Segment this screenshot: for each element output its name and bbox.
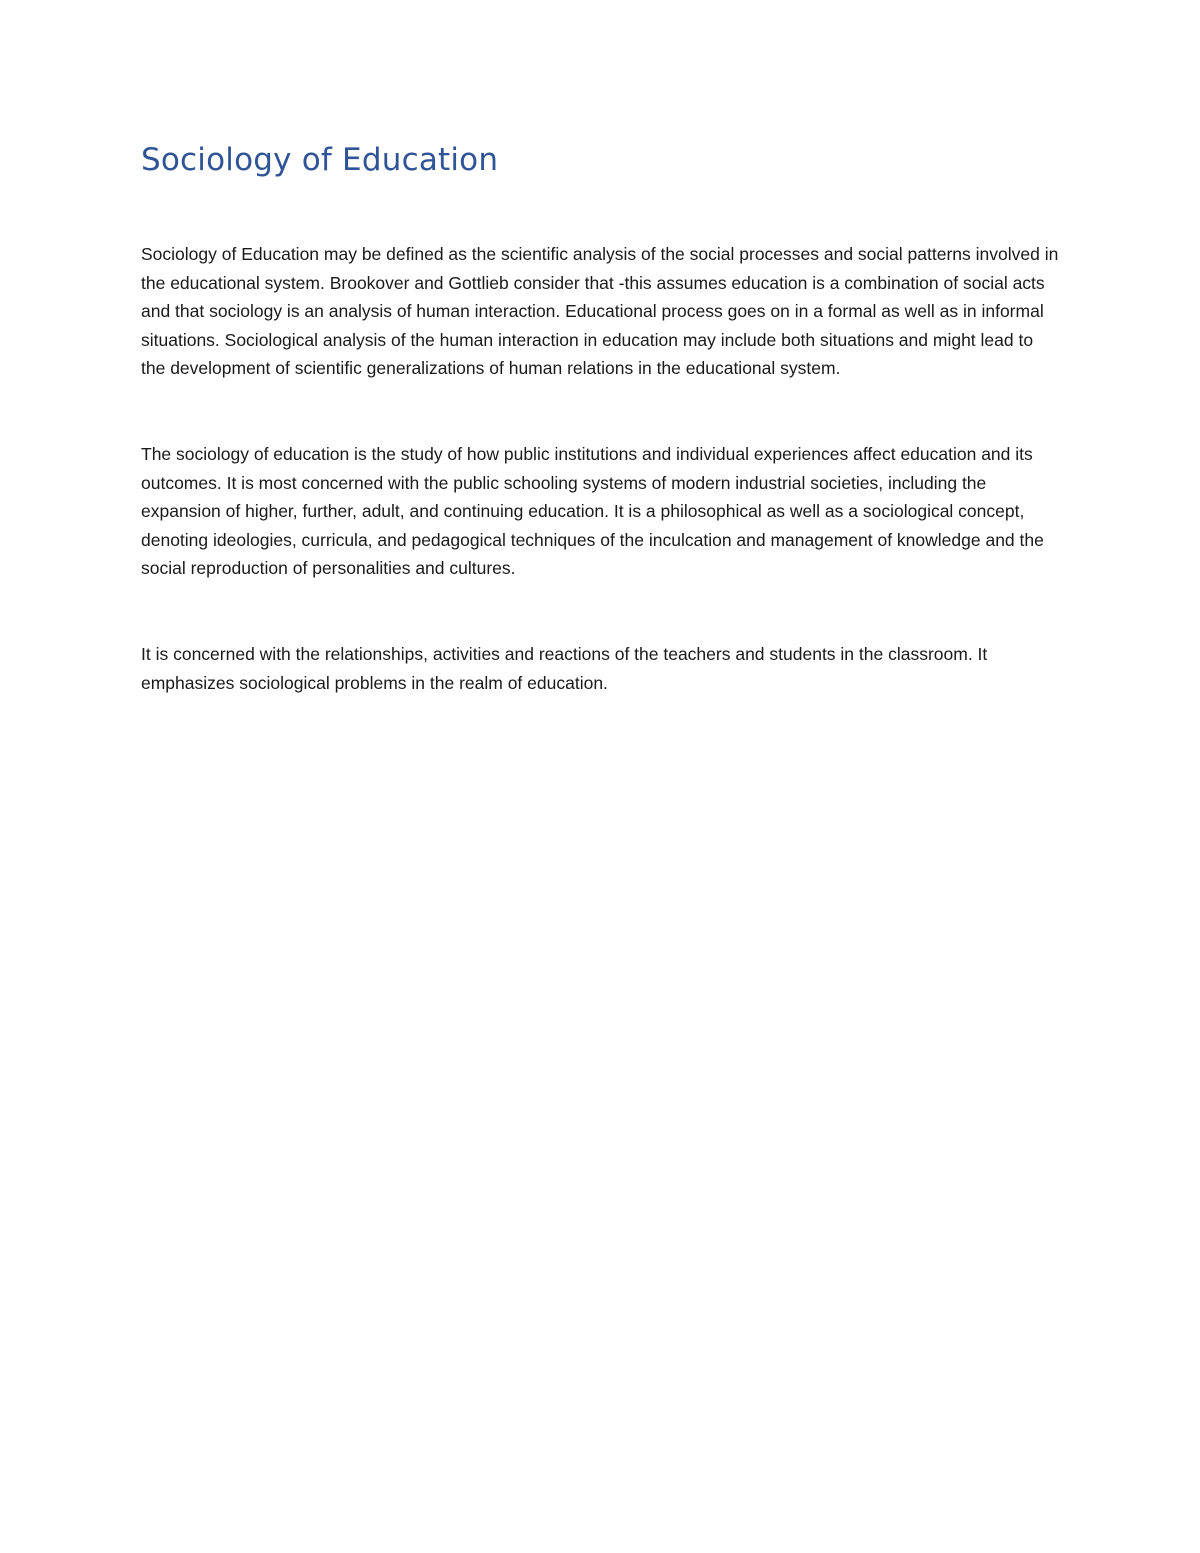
document-body: [141, 138, 1061, 697]
document-title: Sociology of Education: [141, 142, 499, 178]
paragraph-definition: Sociology of Education may be defined as the scientific analysis of the social processes and social patterns involved in the educational system. Brookover and Gottlieb consider that -this assumes education is a combination of social acts and that sociology is an analysis of human interaction. Educational process goes on in a formal as well as in informal situations. Sociological analysis of the human interaction in education may include both situations and might lead to the development of scientific generalizations of human relations in the educational system.: [141, 244, 1059, 379]
paragraph-study-scope: The sociology of education is the study of how public institutions and individual experiences affect education and its outcomes. It is most concerned with the public schooling systems of modern industrial societies, including the expansion of higher, further, adult, and continuing education. It is a philosophical as well as a sociological concept, denoting ideologies, curricula, and pedagogical techniques of the inculcation and management of knowledge and the social reproduction of personalities and cultures.: [141, 443, 1044, 579]
paragraph-classroom-relations: It is concerned with the relationships, activities and reactions of the teachers and students in the classroom. It emphasizes sociological problems in the realm of education.: [141, 643, 988, 693]
